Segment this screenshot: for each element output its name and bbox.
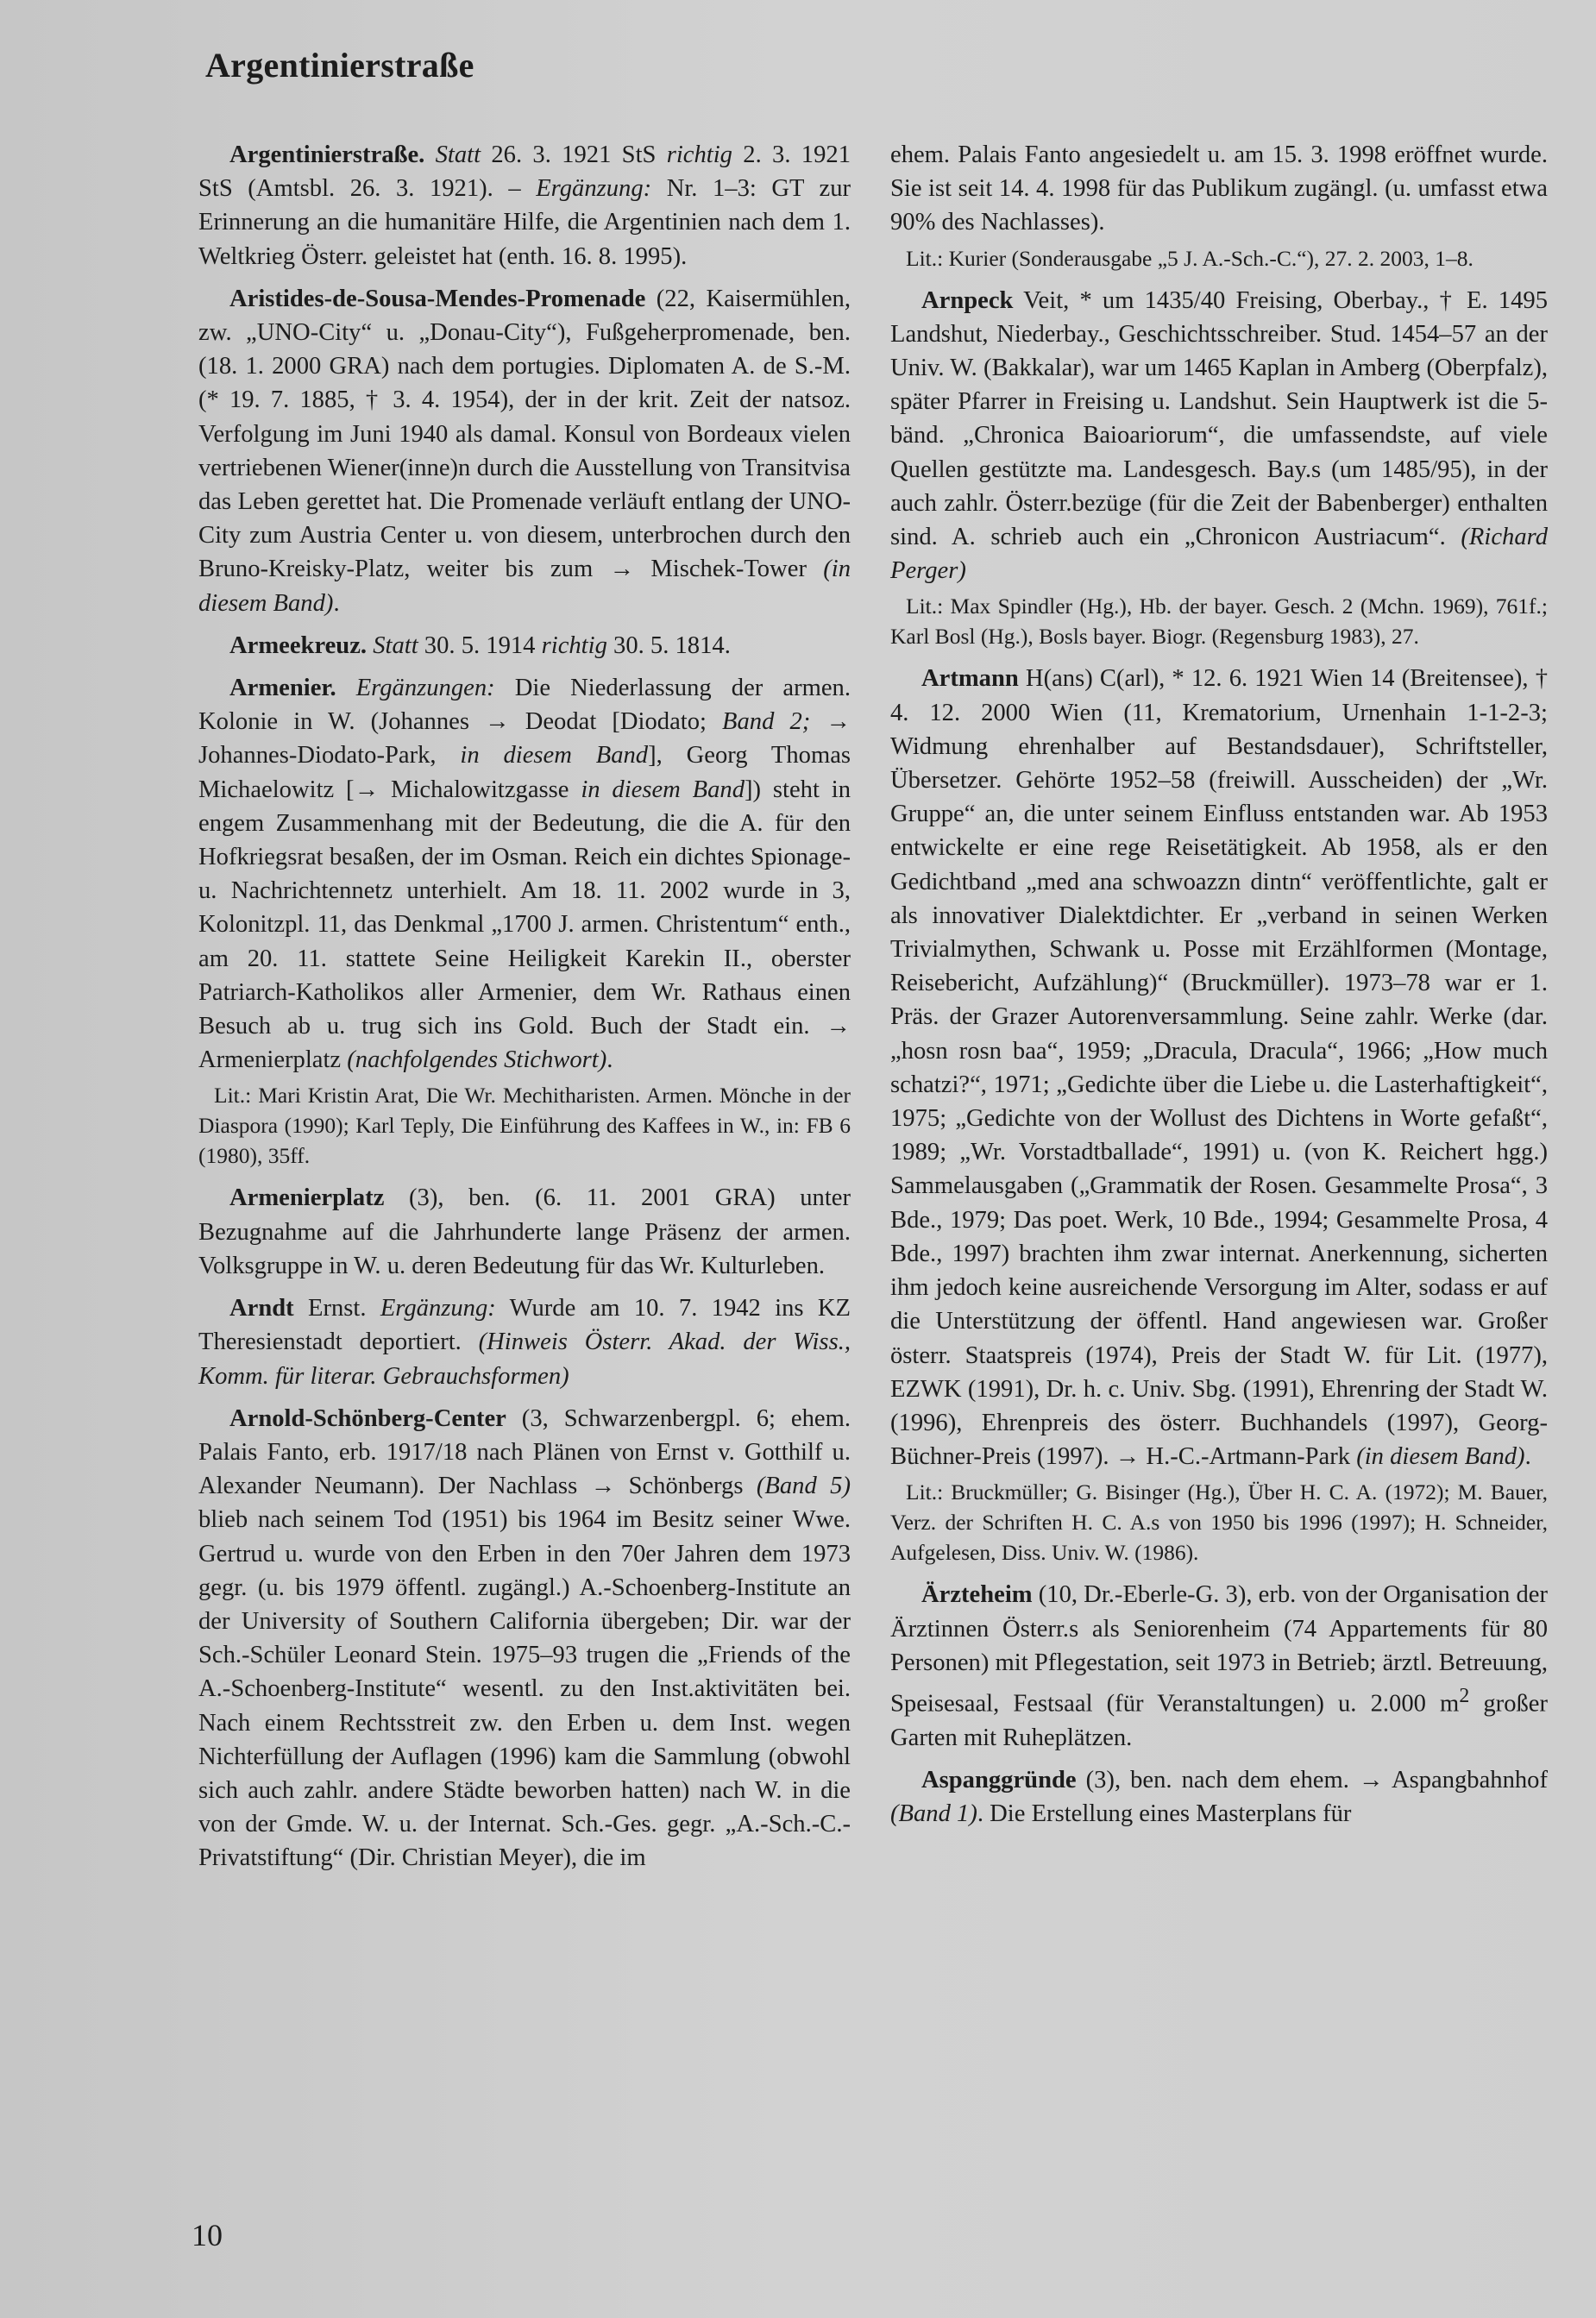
headword: Arnpeck: [921, 286, 1014, 314]
entry-armenier: Armenier. Ergänzungen: Die Niederlassung der armen. Kolonie in W. (Johannes → Deodat [Diodato; Band 2; → Johannes-Diodato-Park, in diesem Band], Georg Thomas Michaelowitz [→ Michalowitzgasse in diesem Band]) steht in engem Zusammenhang mit der Bedeutung, die die A. für den Hofkriegsrat besaßen, der im Osman. Reich ein dichtes Spionage- u. Nachrichtennetz unterhielt. Am 18. 11. 2002 wurde in 3, Kolonitzpl. 11, das Denkmal „1700 J. armen. Christentum“ enth., am 20. 11. stattete Seine Heiligkeit Karekin II., oberster Patriarch-Katholikos aller Armenier, dem Wr. Rathaus einen Besuch ab u. trug sich ins Gold. Buch der Stadt ein. → Armenierplatz (nachfolgendes Stichwort).: [198, 675, 851, 1074]
left-column: [198, 138, 851, 1884]
entry-aristides-promenade: Aristides-de-Sousa-Mendes-Promenade (22, Kaisermühlen, zw. „UNO-City“ u. „Donau-City“), Fußgeherpromenade, ben. (18. 1. 2000 GRA) nach dem portugies. Diplomaten A. de S.-M. (* 19. 7. 1885, † 3. 4. 1954), der in der krit. Zeit der natsoz. Verfolgung im Juni 1940 als damal. Konsul von Bordeaux vielen vertriebenen Wiener(inne)n durch die Ausstellung von Transitvisa das Leben gerettet hat. Die Promenade verläuft entlang der UNO-City zum Austria Center u. von diesem, unterbrochen durch den Bruno-Kreisky-Platz, weiter bis zum → Mischek-Tower (in diesem Band).: [198, 285, 851, 617]
entry-continuation: ehem. Palais Fanto angesiedelt u. am 15. 3. 1998 eröffnet wurde. Sie ist seit 14. 4. 1998 für das Publikum zugängl. (u. umfasst etwa 90% des Nachlasses).: [890, 141, 1548, 236]
entry-aspanggruende: Aspanggründe (3), ben. nach dem ehem. → Aspangbahnhof (Band 1). Die Erstellung eines Masterplans für: [890, 1766, 1548, 1828]
headword: Artmann: [921, 665, 1019, 693]
entry-arnold-schoenberg-center: Arnold-Schönberg-Center (3, Schwarzenbergpl. 6; ehem. Palais Fanto, erb. 1917/18 nach Plänen von Ernst v. Gotthilf u. Alexander Neumann). Der Nachlass → Schönbergs (Band 5) blieb nach seinem Tod (1951) bis 1964 im Besitz seiner Wwe. Gertrud u. wurde von den Erben in den 70er Jahren dem 1973 gegr. (u. bis 1979 öffentl. zugängl.) A.-Schoenberg-Institute an der University of Southern California übergeben; Dir. war der Sch.-Schüler Leonard Stein. 1975–93 trugen die „Friends of the A.-Schoenberg-Institute“ wesentl. zu den Inst.aktivitäten bei. Nach einem Rechtsstreit zw. den Erben u. dem Inst. wegen Nichterfüllung der Auflagen (1996) kam die Sammlung (obwohl sich auch zahlr. andere Städte beworben hatten) nach W. in die von der Gmde. W. u. der Internat. Sch.-Ges. gegr. „A.-Sch.-C.-Privatstiftung“ (Dir. Christian Meyer), die im: [198, 1404, 851, 1872]
headword: Aristides-de-Sousa-Mendes-Promenade: [229, 285, 646, 312]
headword: Aspanggründe: [921, 1766, 1077, 1793]
entry-arndt: Arndt Ernst. Ergänzung: Wurde am 10. 7. 1942 ins KZ Theresienstadt deportiert. (Hinweis Österr. Akad. der Wiss., Komm. für literar. Gebrauchsformen): [198, 1295, 851, 1390]
running-head: Argentinierstraße: [205, 46, 474, 85]
entry-armeekreuz: Armeekreuz. Statt 30. 5. 1914 richtig 30. 5. 1814.: [229, 631, 731, 659]
literature-armenier: Lit.: Mari Kristin Arat, Die Wr. Mechitharisten. Armen. Mönche in der Diaspora (1990); Karl Teply, Die Einführung des Kaffees in W., in: FB 6 (1980), 35ff.: [198, 1083, 851, 1169]
right-column: [890, 138, 1548, 1839]
headword: Armenier.: [229, 675, 336, 702]
entry-argentinierstrasse: Argentinierstraße. Statt 26. 3. 1921 StS richtig 2. 3. 1921 StS (Amtsbl. 26. 3. 1921). – Ergänzung: Nr. 1–3: GT zur Erinnerung an die humanitäre Hilfe, die Argentinien nach dem 1. Weltkrieg Österr. geleistet hat (enth. 16. 8. 1995).: [198, 141, 851, 270]
headword: Arndt: [229, 1295, 294, 1322]
headword: Arnold-Schönberg-Center: [229, 1404, 506, 1432]
headword: Argentinierstraße.: [229, 141, 425, 168]
entry-armenierplatz: Armenierplatz (3), ben. (6. 11. 2001 GRA) unter Bezugnahme auf die Jahrhunderte lange Präsenz der armen. Volksgruppe in W. u. deren Bedeutung für das Wr. Kulturleben.: [198, 1184, 851, 1279]
literature-arnpeck: Lit.: Max Spindler (Hg.), Hb. der bayer. Gesch. 2 (Mchn. 1969), 761f.; Karl Bosl (Hg.), Bosls bayer. Biogr. (Regensburg 1983), 27.: [890, 594, 1548, 650]
headword: Armenierplatz: [229, 1184, 385, 1212]
entry-aerzteheim: Ärzteheim (10, Dr.-Eberle-G. 3), erb. von der Organisation der Ärztinnen Österr.s als Seniorenheim (74 Appartements für 80 Personen) mit Pflegestation, seit 1973 in Betrieb; ärztl. Betreuung, Speisesaal, Festsaal (für Veranstaltungen) u. 2.000 $m^2$ großer Garten mit Ruheplätzen.: [890, 1581, 1548, 1751]
entry-artmann: Artmann H(ans) C(arl), * 12. 6. 1921 Wien 14 (Breitensee), † 4. 12. 2000 Wien (11, Krematorium, Urnenhain 1-1-2-3; Widmung ehrenhalber auf Bestandsdauer), Schriftsteller, Übersetzer. Gehörte 1952–58 (freiwill. Ausscheiden) der „Wr. Gruppe“ an, die unter seinem Einfluss entstanden war. Ab 1953 entwickelte er eine rege Reisetätigkeit. Ab 1958, als er den Gedichtband „med ana schwoazzn dintn“ veröffentlichte, galt er als innovativer Dialektdichter. Er „verband in seinen Werken Trivialmythen, Schwank u. Posse mit Erzählformen (Montage, Reisebericht, Aufzählung)“ (Bruckmüller). 1973–78 war er 1. Präs. der Grazer Autorenversammlung. Seine zahlr. Werke (dar. „hosn rosn baa“, 1959; „Dracula, Dracula“, 1966; „How much schatzi?“, 1971; „Gedichte über die Liebe u. die Lasterhaftigkeit“, 1975; „Gedichte von der Wollust des Dichtens in Worte gefaßt“, 1989; „Wr. Vorstadtballade“, 1991) u. (von K. Reichert hgg.) Sammelausgaben („Grammatik der Rosen. Gesammelte Prosa“, 3 Bde., 1979; Das poet. Werk, 10 Bde., 1994; Gesammelte Prosa, 4 Bde., 1997) brachten ihm zwar internat. Anerkennung, sicherten ihm jedoch keine ausreichende Versorgung im Alter, sodass er auf die Unterstützung der öffentl. Hand angewiesen war. Großer österr. Staatspreis (1974), Preis der Stadt W. für Lit. (1977), EZWK (1991), Dr. h. c. Univ. Sbg. (1991), Ehrenring der Stadt W. (1996), Ehrenpreis des österr. Buchhandels (1997), Georg-Büchner-Preis (1997). → H.-C.-Artmann-Park (in diesem Band).: [890, 665, 1548, 1471]
entry-arnpeck: Arnpeck Veit, * um 1435/40 Freising, Oberbay., † E. 1495 Landshut, Niederbay., Geschichtsschreiber. Stud. 1454–57 an der Univ. W. (Bakkalar), war um 1465 Kaplan in Amberg (Oberpfalz), später Pfarrer in Freising u. Landshut. Sein Hauptwerk ist die 5-bänd. „Chronica Baioariorum“, die umfassendste, auf viele Quellen gestützte ma. Landesgesch. Bay.s (um 1485/95), in der auch zahlr. Österr.bezüge (für die Zeit der Babenberger) enthalten sind. A. schrieb auch ein „Chronicon Austriacum“. (Richard Perger): [890, 286, 1548, 585]
literature-artmann: Lit.: Bruckmüller; G. Bisinger (Hg.), Über H. C. A. (1972); M. Bauer, Verz. der Schriften H. C. A.s von 1950 bis 1996 (1997); H. Schneider, Aufgelesen, Diss. Univ. W. (1986).: [890, 1479, 1548, 1566]
headword: Ärzteheim: [921, 1581, 1033, 1609]
page-number: 10: [192, 2218, 223, 2252]
literature-schoenberg-center: Lit.: Kurier (Sonderausgabe „5 J. A.-Sch.-C.“), 27. 2. 2003, 1–8.: [906, 245, 1473, 271]
headword: Armeekreuz.: [229, 631, 368, 659]
